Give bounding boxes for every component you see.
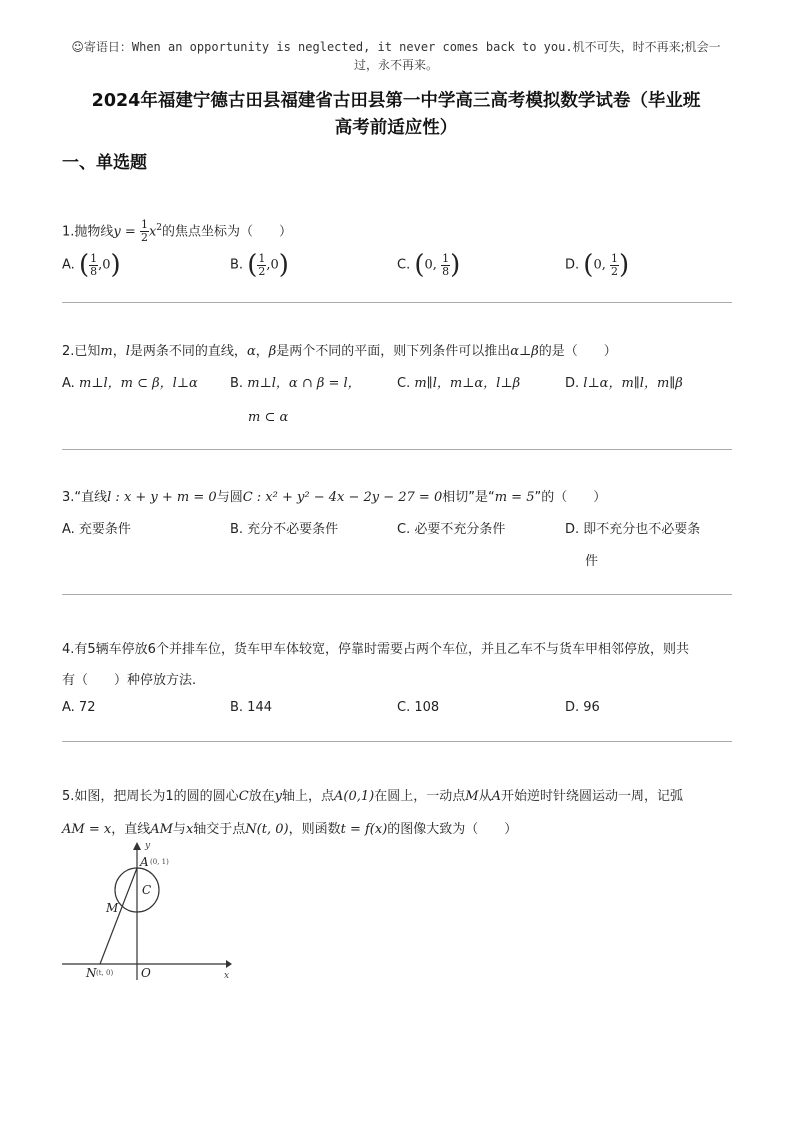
divider-4 [62, 741, 732, 742]
q5-stem-c: 轴上，点 [282, 789, 335, 804]
q3-stem-c: 相切”是“ [442, 490, 495, 505]
label-x: x [224, 971, 230, 981]
title-line-2: 高考前适应性） [334, 118, 458, 138]
question-1-stem: 1.抛物线y = $\frac{1}{2}$ $x^2$的焦点坐标为（ ） [62, 218, 293, 245]
q3-condition: m = 5 [494, 490, 535, 505]
q4-option-d[interactable]: D. 96 [565, 700, 600, 715]
q5-point-a: A(0,1) [334, 789, 375, 804]
question-4-stem [62, 634, 742, 696]
q3-circle-eq: C : x² + y² − 4x − 2y − 27 = 0 [242, 490, 443, 505]
label-a-coord: (0, 1) [150, 858, 169, 866]
q2-opt-c-label: C. [397, 376, 411, 391]
q2-opt-b-text: m⊥l，α ∩ β = l， [247, 376, 361, 391]
q3-line-eq: l : x + y + m = 0 [107, 490, 217, 505]
divider-2 [62, 449, 732, 450]
q2-stem-b: 是两条不同的直线， [129, 344, 247, 359]
q2-option-d[interactable] [565, 374, 683, 394]
motto-chinese-1: 机不可失，时不再来;机会一 [572, 40, 721, 54]
q3-option-d[interactable]: D. 即不充分也不必要条 [565, 522, 701, 537]
q2-option-a[interactable] [62, 374, 198, 394]
q4-option-c[interactable]: C. 108 [397, 700, 440, 715]
q1-number: 1. [62, 224, 75, 240]
exam-title [40, 88, 752, 142]
q5-stem-a: 5.如图，把周长为1的圆的圆心 [62, 789, 239, 804]
motto-prefix: ☺寄语日： [71, 40, 132, 54]
q5-arc-eq: AM = x [62, 822, 112, 837]
q2-opt-d-text: l⊥α，m∥l，m∥β [583, 376, 683, 391]
label-o: O [141, 966, 151, 980]
q5-stem-d: 在圆上，一动点 [374, 789, 466, 804]
x-axis-arrow [226, 960, 232, 968]
q4-option-b[interactable]: B. 144 [230, 700, 272, 715]
section-heading: 一、单选题 [62, 153, 147, 173]
question-5-stem: 5.如图，把周长为1的圆的圆心C放在y轴上，点A(0,1)在圆上，一动点M从A开始逆时针绕圆运动一周，记弧 AM = x，直线AM与x轴交于点N(t, 0)，则函数t = f(x)的图像大致为（ ） [62, 789, 683, 837]
q5-stem-i: 与 [172, 822, 186, 837]
q3-stem-a: 3.“直线 [62, 490, 108, 505]
q3-stem-d: ”的（ ） [534, 490, 607, 505]
q1-stem-b: 的焦点坐标为（ ） [162, 224, 293, 240]
line-nma [100, 868, 137, 964]
q5-point-n: N(t, 0) [245, 822, 289, 837]
q1-option-d[interactable]: D. (0, $\frac{1}{2}$ ) [565, 250, 630, 280]
question-2-stem: 2.已知m，l是两条不同的直线，α，β是两个不同的平面，则下列条件可以推出α⊥β的是（ ） [62, 344, 617, 359]
q1-option-c[interactable]: C. (0, $\frac{1}{8}$ ) [397, 250, 461, 280]
q2-option-c[interactable] [397, 374, 520, 394]
q5-figure [60, 838, 240, 983]
q1-stem-a: 抛物线 [74, 224, 114, 240]
title-line-1: 2024年福建宁德古田县福建省古田县第一中学高三高考模拟数学试卷（毕业班 [91, 91, 701, 111]
q4-stem-line-2: 有（ ）种停放方法. [62, 673, 197, 688]
q2-opt-b-label: B. [230, 376, 244, 391]
label-y: y [145, 841, 151, 851]
y-axis-arrow [133, 842, 141, 850]
q5-stem-k: ，则函数 [288, 822, 341, 837]
q5-stem-j: 轴交于点 [193, 822, 246, 837]
q3-stem-b: 与圆 [216, 490, 243, 505]
divider-1 [62, 302, 732, 303]
q1-equation: y [113, 224, 121, 240]
motto-chinese-2: 过，永不再来。 [353, 58, 438, 72]
q2-opt-a-text: m⊥l，m ⊂ β，l⊥α [78, 376, 198, 391]
label-n-coord: (t, 0) [96, 969, 114, 977]
label-a: A [140, 855, 149, 869]
q5-function: t = f(x) [340, 822, 388, 837]
q3-option-a[interactable]: A. 充要条件 [62, 522, 131, 537]
divider-3 [62, 594, 732, 595]
label-n: N [86, 966, 97, 980]
q3-option-d-line2: 件 [585, 554, 599, 569]
label-c: C [142, 883, 152, 897]
q4-stem-line-1: 4.有5辆车停放6个并排车位，货车甲车体较宽，停靠时需要占两个车位，并且乙车不与货车甲相邻停放，则共 [62, 642, 689, 657]
q5-stem-b: 放在 [248, 789, 275, 804]
q5-stem-l: 的图像大致为（ ） [387, 822, 518, 837]
q2-stem-c: 是两个不同的平面，则下列条件可以推出 [276, 344, 511, 359]
label-m: M [106, 901, 119, 915]
q4-option-a[interactable]: A. 72 [62, 700, 96, 715]
q2-opt-c-text: m∥l，m⊥α，l⊥β [414, 376, 521, 391]
q5-stem-h: ，直线 [111, 822, 151, 837]
q1-opt-b-label: B. [230, 257, 244, 273]
q1-option-a[interactable]: A. ( $\frac{1}{8}$ ,0) [62, 250, 121, 280]
q5-stem-f: 开始逆时针绕圆运动一周，记弧 [500, 789, 683, 804]
motto-english: When an opportunity is neglected, it never comes back to you. [131, 40, 573, 54]
q2-option-b-line2 [248, 408, 288, 428]
q2-stem-a: 2.已知 [62, 344, 101, 359]
q1-opt-a-label: A. [62, 257, 75, 273]
q2-opt-b-text-2: m ⊂ α [248, 410, 289, 425]
q1-opt-d-label: D. [565, 257, 580, 273]
q5-stem-e: 从 [478, 789, 492, 804]
q2-opt-d-label: D. [565, 376, 580, 391]
q2-opt-a-label: A. [62, 376, 75, 391]
question-3-stem [62, 488, 742, 508]
q2-option-b[interactable] [230, 374, 361, 394]
q3-option-b[interactable]: B. 充分不必要条件 [230, 522, 339, 537]
q1-option-b[interactable]: B. ( $\frac{1}{2}$ ,0) [230, 250, 289, 280]
q2-stem-d: 的是（ ） [538, 344, 617, 359]
q1-opt-c-label: C. [397, 257, 411, 273]
motto-header [30, 38, 762, 74]
q3-option-c[interactable]: C. 必要不充分条件 [397, 522, 506, 537]
